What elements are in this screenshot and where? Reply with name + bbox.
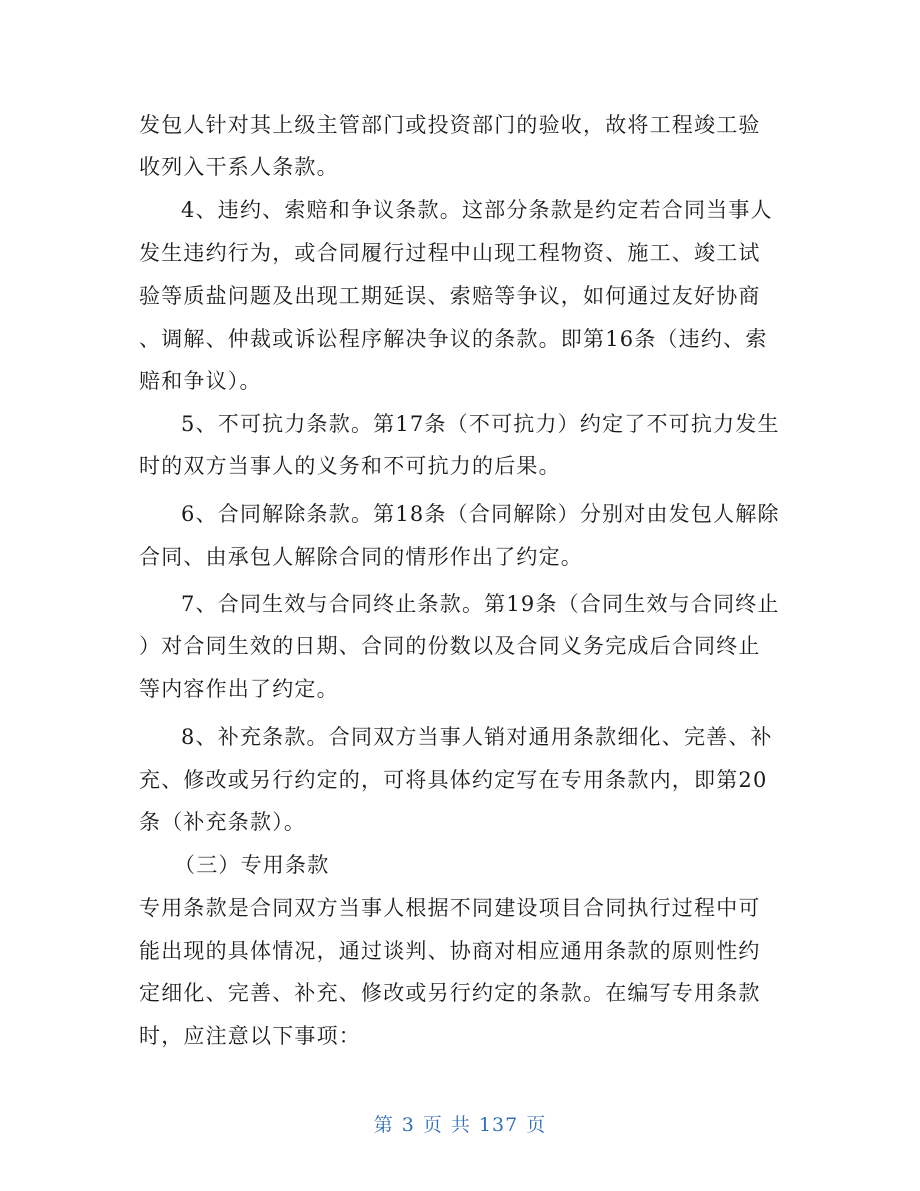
footer-current-page: 3 — [401, 1114, 415, 1136]
clause-5-heading-line: 5、不可抗力条款。第17条（不可抗力）约定了不可抗力发生 — [181, 412, 780, 436]
section-heading-special-terms: （三）专用条款 — [174, 853, 330, 877]
footer-page-word: 页 — [422, 1114, 443, 1136]
body-text-line: 专用条款是合同双方当事人根据不同建设项目合同执行过程中可 — [139, 896, 761, 920]
clause-7-heading-line: 7、合同生效与合同终止条款。第19条（合同生效与合同终止 — [181, 592, 780, 616]
body-text-line: ）对合同生效的日期、合同的份数以及合同义务完成后合同终止 — [139, 634, 761, 658]
page-number-footer — [0, 1112, 920, 1138]
footer-total-word: 共 — [450, 1114, 471, 1136]
body-text-line: 验等质盐问题及出现工期延误、索赔等争议，如何通过友好协商 — [139, 284, 761, 308]
body-text-line: 充、修改或另行约定的，可将具体约定写在专用条款内，即第20 — [139, 768, 768, 792]
body-text-line: 时，应注意以下事项： — [139, 1024, 361, 1048]
body-text-line: 收列入干系人条款。 — [139, 155, 339, 179]
body-text-line: 定细化、完善、补充、修改或另行约定的条款。在编写专用条款 — [139, 981, 761, 1005]
body-text-line: 、调解、仲裁或诉讼程序解决争议的条款。即第16条（违约、索 — [139, 327, 768, 351]
body-text-line: 发包人针对其上级主管部门或投资部门的验收，故将工程竣工验 — [139, 113, 761, 137]
body-text-line: 能出现的具体情况，通过谈判、协商对相应通用条款的原则性约 — [139, 939, 761, 963]
body-text-line: 赔和争议）。 — [139, 369, 262, 393]
body-text-line: 合同、由承包人解除合同的情形作出了约定。 — [139, 545, 583, 569]
body-text-line: 等内容作出了约定。 — [139, 677, 339, 701]
clause-6-heading-line: 6、合同解除条款。第18条（合同解除）分别对由发包人解除 — [181, 502, 780, 526]
clause-8-heading-line: 8、补充条款。合同双方当事人销对通用条款细化、完善、补 — [181, 725, 773, 749]
body-text-line: 条（补充条款）。 — [139, 810, 307, 834]
clause-4-heading-line: 4、违约、索赔和争议条款。这部分条款是约定若合同当事人 — [181, 198, 773, 222]
body-text-line: 时的双方当事人的义务和不可抗力的后果。 — [139, 454, 561, 478]
footer-prefix: 第 — [373, 1114, 394, 1136]
footer-total-pages: 137 — [478, 1114, 519, 1136]
body-text-line: 发生违约行为，或合同履行过程中山现工程物资、施工、竣工试 — [139, 241, 761, 265]
footer-suffix: 页 — [526, 1114, 547, 1136]
